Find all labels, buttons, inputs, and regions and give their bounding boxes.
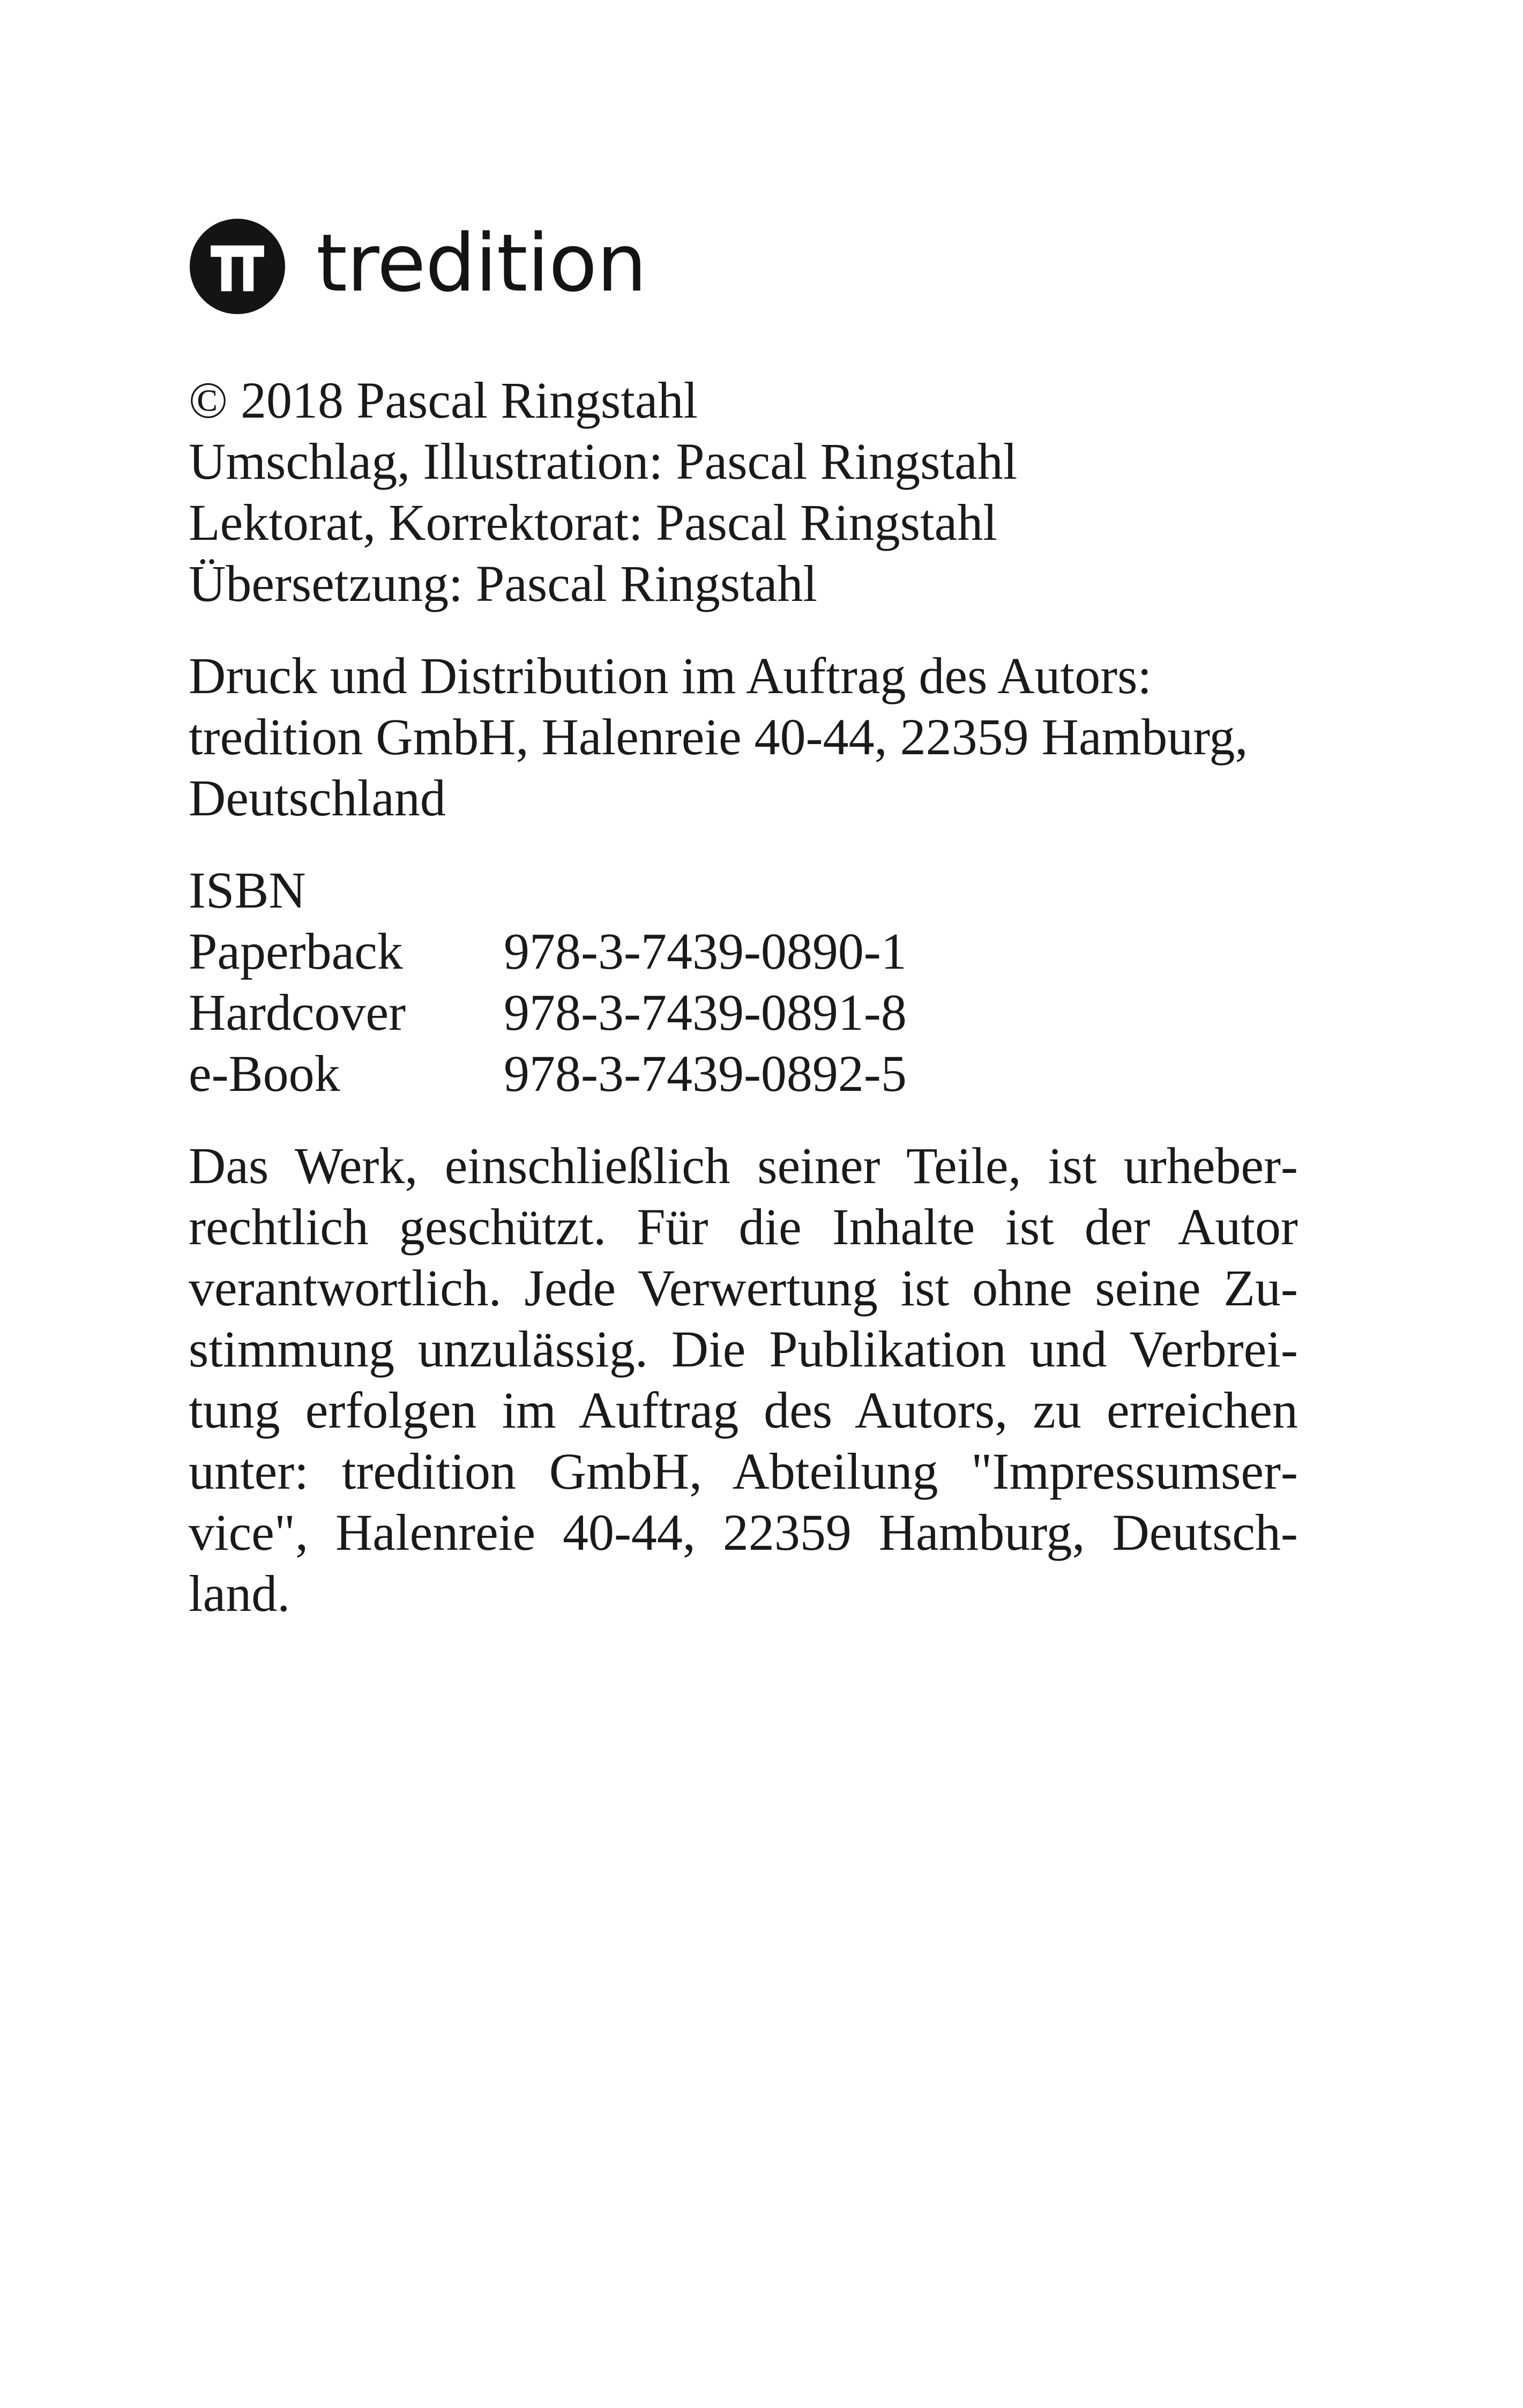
isbn-row-paperback [189,921,1298,982]
isbn-number: 978-3-7439-0892-5 [504,1045,907,1102]
isbn-heading: ISBN [189,861,306,919]
distribution-line: Deutschland [189,769,446,827]
tredition-logo-icon [190,219,285,314]
distribution-line: tredition GmbH, Halenreie 40-44, 22359 Hamburg, [189,708,1248,765]
copyright-notice: Das Werk, einschließlich seiner Teile, ist urheberrechtlich geschützt. Für die Inhalte ist der Autor verantwortlich. Jede Verwertung ist ohne seine Zustimmung unzulässig. Die Publikation und Verbreitung erfolgen im Auftrag des Autors, zu erreichen unter: tredition GmbH, Abteilung "Impressumservice", Halenreie 40-44, 22359 Hamburg, Deutschland. [189,1137,1298,1622]
distribution-line: Druck und Distribution im Auftrag des Autors: [189,647,1152,704]
publisher-logo-text: tredition [316,217,647,309]
isbn-row-hardcover [189,982,1298,1043]
isbn-number: 978-3-7439-0891-8 [504,984,907,1041]
isbn-number: 978-3-7439-0890-1 [504,923,907,980]
publisher-logo [190,219,646,314]
editing-credit-line: Lektorat, Korrektorat: Pascal Ringstahl [189,494,997,551]
imprint-content [189,370,1298,1676]
isbn-format-label: Hardcover [189,984,406,1041]
isbn-row-ebook [189,1043,1298,1104]
isbn-format-label: Paperback [189,923,403,980]
cover-credit-line: Umschlag, Illustration: Pascal Ringstahl [189,433,1018,490]
isbn-format-label: e-Book [189,1045,340,1102]
copyright-line: © 2018 Pascal Ringstahl [189,371,698,429]
translation-credit-line: Übersetzung: Pascal Ringstahl [189,555,818,612]
credits-block [189,370,1298,614]
isbn-block [189,860,1298,1104]
distribution-block [189,645,1298,829]
